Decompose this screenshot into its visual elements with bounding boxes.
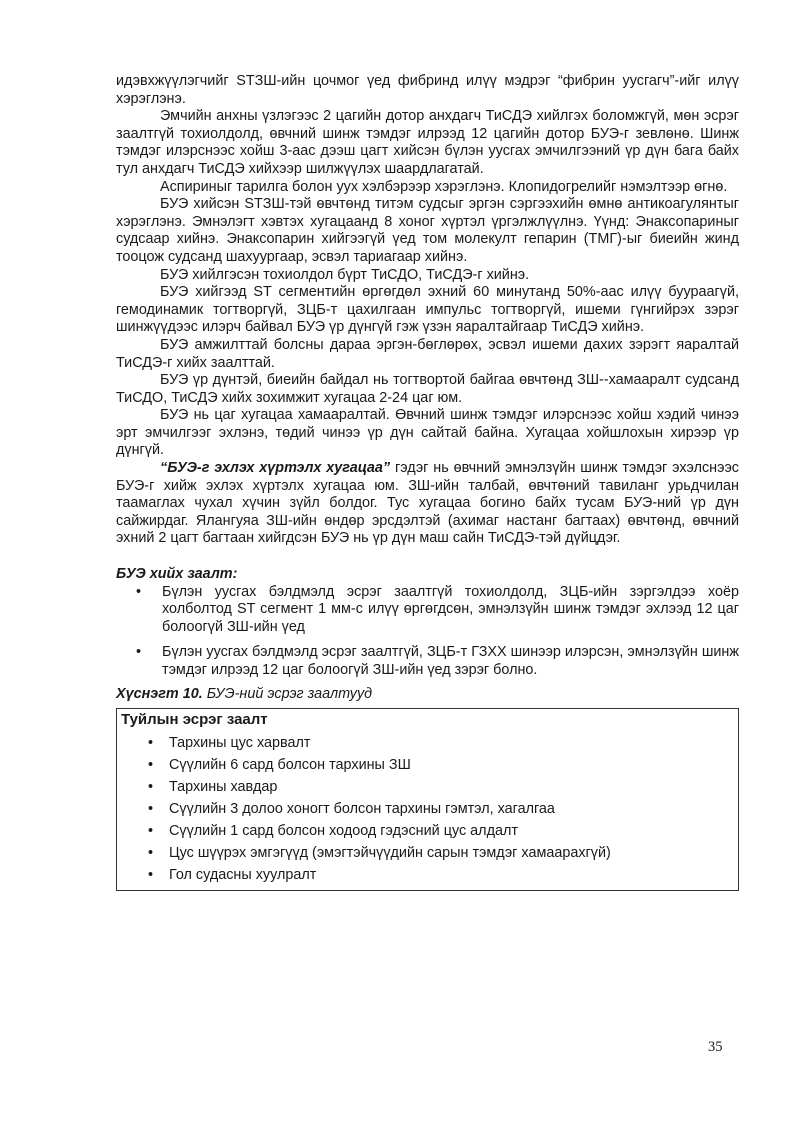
emphasis-term: “БУЭ-г эхлэх хүртэлх хугацаа”	[160, 460, 391, 477]
document-page	[116, 73, 739, 891]
indications-title: БУЭ хийх заалт:	[116, 566, 238, 583]
contraindications-heading: Туйлын эсрэг заалт	[121, 711, 268, 729]
contraindication-item: • Гол судасны хуулралт	[121, 864, 734, 886]
contraindication-item: • Тархины хавдар	[121, 776, 734, 798]
contraindication-item: • Сүүлийн 1 сард болсон ходоод гэдэсний цус алдалт	[121, 820, 734, 842]
indications-list	[116, 584, 739, 680]
contraindication-item: • Сүүлийн 3 долоо хоногт болсон тархины гэмтэл, хагалгаа	[121, 798, 734, 820]
paragraph-1: идэвхжүүлэгчийг STЗШ-ийн цочмог үед фибринд илүү мэдрэг “фибрин уусгагч”-ийг илүү хэрэглэнэ.	[116, 73, 739, 107]
emphasis-paragraph-text: гэдэг нь өвчний эмнэлзүйн шинж тэмдэг эхэлснээс БУЭ-г хийж эхлэх хүртэлх хугацаа юм. ЗШ-ийн талбай, өвчтөний тавиланг урьдчилан таамаглах чухал хүчин зүйл болдог. Тус хугацаа богино байх тусам БУЭ-ний үр дүн сайжирдаг. Ялангуяа ЗШ-ийн өндөр эрсдэлтэй (ахимаг настанг багтаах) өвчтөнд, өвчний эхний 2 цагт багтаан хийгдсэн БУЭ нь үр дүн маш сайн ТиСДЭ-тэй дүйцдэг.	[116, 460, 740, 547]
table-caption-label: Хүснэгт 10.	[116, 685, 203, 702]
contraindication-item: • Цус шүүрэх эмгэгүүд (эмэгтэйчүүдийн сарын тэмдэг хамаарахгүй)	[121, 842, 734, 864]
table-caption-text: БУЭ-ний эсрэг заалтууд	[202, 685, 373, 702]
table-caption	[116, 686, 739, 704]
contraindications-table	[116, 708, 739, 891]
paragraph-3: Аспириныг тарилга болон уух хэлбэрээр хэрэглэнэ. Клопидогрелийг нэмэлтээр өгнө.	[160, 178, 728, 195]
page-number: 35	[708, 1039, 723, 1055]
contraindications-list	[121, 732, 734, 886]
paragraph-10	[116, 460, 739, 548]
paragraph-8: БУЭ үр дүнтэй, биеийн байдал нь тогтвортой байгаа өвчтөнд ЗШ--хамааралт судсанд ТиСДО, ТиСДЭ хийх зохимжит хугацаа 2-24 цаг юм.	[116, 372, 739, 406]
indication-item: • Бүлэн уусгах бэлдмэлд эсрэг заалтгүй тохиолдолд, ЗЦБ-ийн зэргэлдээ хоёр холболтод ST сегмент 1 мм-с илүү өргөгдсөн, эмнэлзүйн шинж тэмдэг эхлээд 12 цаг болоогүй ЗШ-ийн үед	[116, 584, 739, 637]
paragraph-2: Эмчийн анхны үзлэгээс 2 цагийн дотор анхдагч ТиСДЭ хийлгэх боломжгүй, мөн эсрэг заалтгүй тохиолдолд, өвчний шинж тэмдэг илрээд 12 цагийн дотор БУЭ-г зевлөнө. Шинж тэмдэг илэрснээс хойш 3-аас дээш цагт хийсэн бүлэн уусгах эмчилгээний үр дүн бага байх тул анхдагч ТиСДЭ хийхээр шилжүүлэх шаардлагатай.	[116, 108, 739, 177]
paragraph-5: БУЭ хийлгэсэн тохиолдол бүрт ТиСДО, ТиСДЭ-г хийнэ.	[160, 266, 530, 283]
paragraph-7: БУЭ амжилттай болсны дараа эргэн-бөглөрөх, эсвэл ишеми дахих зэрэгт яаралтай ТиСДЭ-г хийх заалттай.	[116, 336, 739, 371]
contraindication-item: • Тархины цус харвалт	[121, 732, 734, 754]
indication-item: • Бүлэн уусгах бэлдмэлд эсрэг заалтгүй, ЗЦБ-т ГЗХХ шинээр илэрсэн, эмнэлзүйн шинж тэмдэг илрээд 12 цаг болоогүй ЗШ-ийн үед зэрэг болно.	[116, 644, 739, 679]
paragraph-4: БУЭ хийсэн STЗШ-тэй өвчтөнд титэм судсыг эргэн сэргээхийн өмнө антикоагулянтыг хэрэглэнэ. Эмнэлэгт хэвтэх хугацаанд 8 хоног хүртэл үргэлжлүүлнэ. Үүнд: Энаксопариныг судсаар хийнэ. Энаксопарин хийгээгүй үед том молекулт гепарин (ТМГ)-ыг биеийн жинд тооцож судсанд шахуургаар, эсвэл тариагаар хийнэ.	[116, 196, 739, 265]
contraindication-item: • Сүүлийн 6 сард болсон тархины ЗШ	[121, 754, 734, 776]
paragraph-9: БУЭ нь цаг хугацаа хамааралтай. Өвчний шинж тэмдэг илэрснээс хойш хэдий чинээ эрт эмчилгээг эхлэнэ, төдий чинээ үр дүн сайтай байна. Хугацаа хойшлохын хирээр үр дүнгүй.	[116, 407, 739, 459]
paragraph-6: БУЭ хийгээд ST сегментийн өргөгдөл эхний 60 минутанд 50%-аас илүү буураагүй, гемодинамик тогтворгүй, ЗЦБ-т цахилгаан импульс тогтворгүй, ишеми гүнгийрэх зэрэг шинжүүдээс илэрч байвал БУЭ үр дүнгүй гэж үзэн яаралтайгаар ТиСДЭ хийнэ.	[116, 284, 739, 336]
